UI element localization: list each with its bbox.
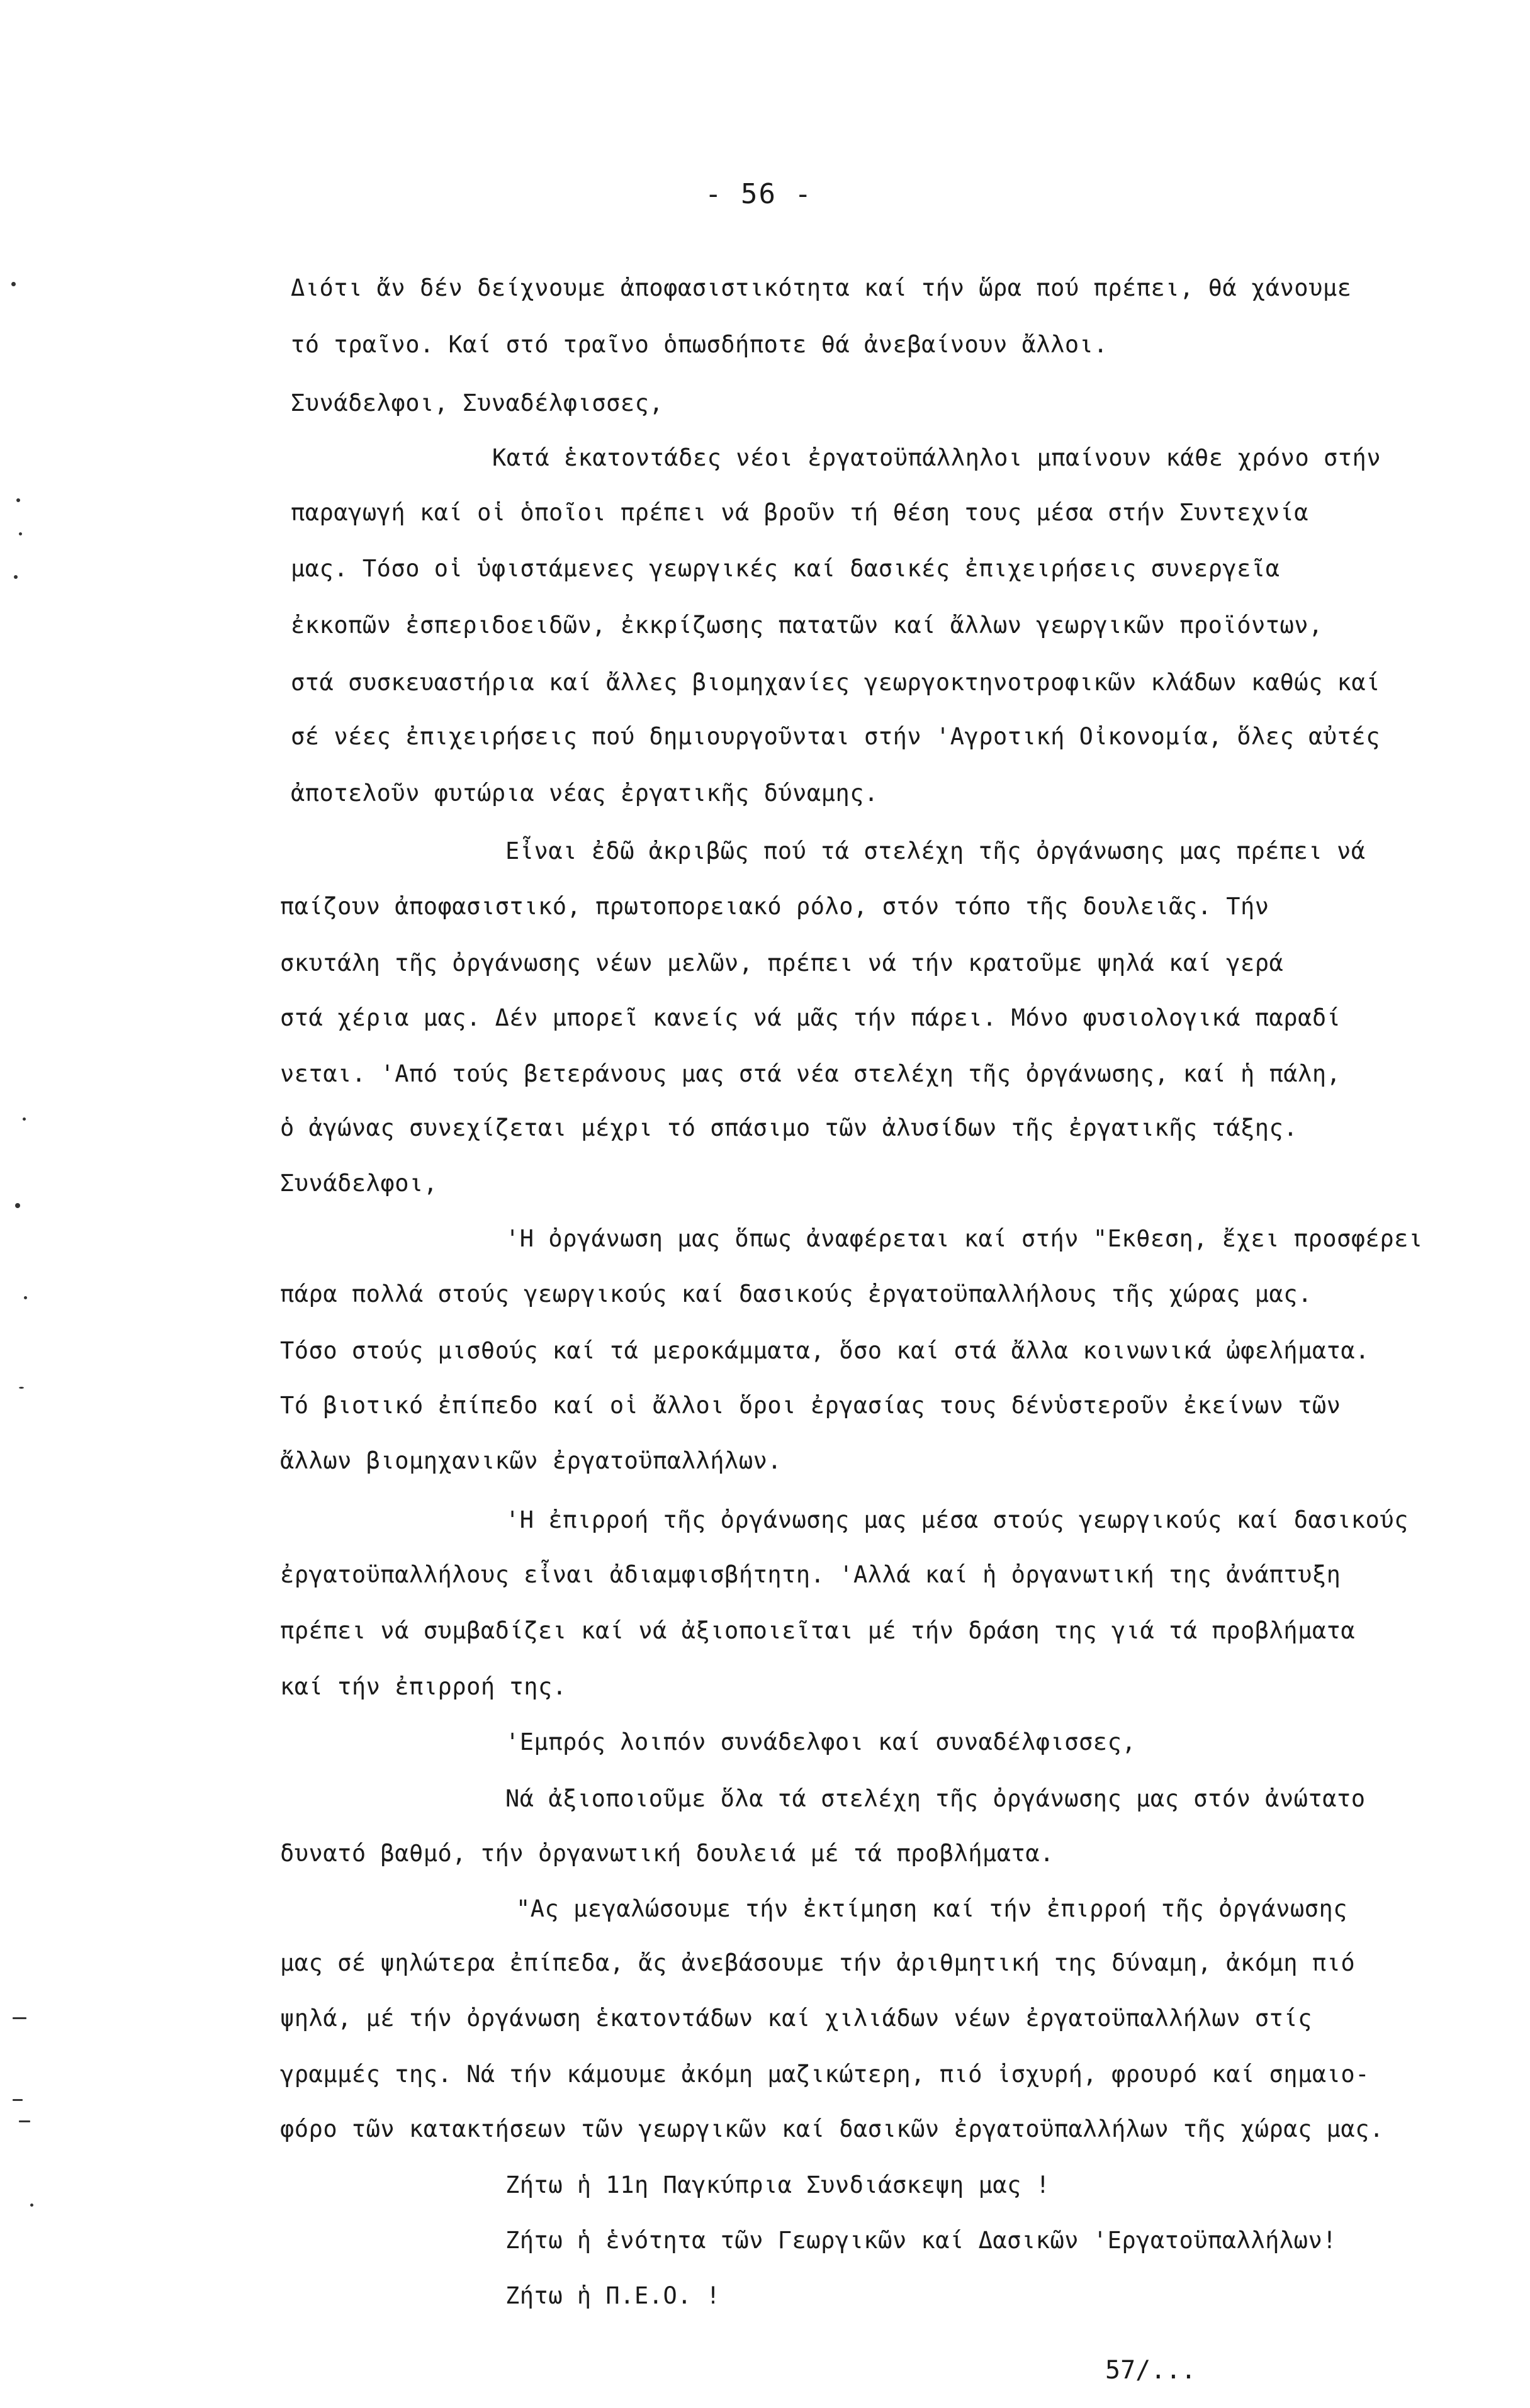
- text-line: ἐργατοϋπαλλήλους εἶναι ἀδιαμφισβήτητη. 'Αλλά καί ἡ ὀργανωτική της ἀνάπτυξη: [280, 1561, 1341, 1588]
- text-line: Συνάδελφοι, Συναδέλφισσες,: [291, 389, 664, 417]
- text-line: Ζήτω ἡ ἑνότητα τῶν Γεωργικῶν καί Δασικῶν 'Εργατοϋπαλλήλων!: [505, 2227, 1337, 2254]
- text-line: μας. Τόσο οἱ ὑφιστάμενες γεωργικές καί δασικές ἐπιχειρήσεις συνεργεῖα: [291, 555, 1280, 582]
- text-line: ἄλλων βιομηχανικῶν ἐργατοϋπαλλήλων.: [280, 1447, 782, 1474]
- text-line: πάρα πολλά στούς γεωργικούς καί δασικούς ἐργατοϋπαλλήλους τῆς χώρας μας.: [280, 1280, 1312, 1308]
- text-line: στά χέρια μας. Δέν μπορεῖ κανείς νά μᾶς τήν πάρει. Μόνο φυσιολογικά παραδί: [280, 1004, 1341, 1031]
- text-line: ὁ ἀγώνας συνεχίζεται μέχρι τό σπάσιμο τῶν ἀλυσίδων τῆς ἐργατικῆς τάξης.: [280, 1114, 1298, 1141]
- scan-speck: [15, 1203, 20, 1208]
- text-line: παίζουν ἀποφασιστικό, πρωτοπορειακό ρόλο, στόν τόπο τῆς δουλειᾶς. Τήν: [280, 893, 1269, 920]
- text-line: ἀποτελοῦν φυτώρια νέας ἐργατικῆς δύναμης.: [291, 780, 879, 807]
- text-line: στά συσκευαστήρια καί ἄλλες βιομηχανίες γεωργοκτηνοτροφικῶν κλάδων καθώς καί: [291, 669, 1380, 696]
- text-line: φόρο τῶν κατακτήσεων τῶν γεωργικῶν καί δασικῶν ἐργατοϋπαλλήλων τῆς χώρας μας.: [280, 2115, 1384, 2142]
- text-line: Συνάδελφοι,: [280, 1170, 438, 1197]
- text-line: καί τήν ἐπιρροή της.: [280, 1673, 567, 1700]
- text-line: Τό βιοτικό ἐπίπεδο καί οἱ ἄλλοι ὅροι ἐργασίας τους δένὑστεροῦν ἐκείνων τῶν: [280, 1392, 1341, 1419]
- scan-speck: [13, 2099, 23, 2101]
- text-line: σκυτάλη τῆς ὀργάνωσης νέων μελῶν, πρέπει νά τήν κρατοῦμε ψηλά καί γερά: [280, 949, 1284, 977]
- scan-speck: [19, 532, 22, 535]
- text-line: Τόσο στούς μισθούς καί τά μεροκάμματα, ὅσο καί στά ἄλλα κοινωνικά ὠφελήματα.: [280, 1337, 1370, 1364]
- scan-speck: [16, 498, 20, 502]
- scan-speck: [23, 1117, 26, 1121]
- text-line: 'Η ὀργάνωση μας ὅπως ἀναφέρεται καί στήν "Εκθεση, ἔχει προσφέρει: [505, 1225, 1423, 1252]
- text-line: 'Η ἐπιρροή τῆς ὀργάνωσης μας μέσα στούς γεωργικούς καί δασικούς: [505, 1506, 1409, 1533]
- text-line: γραμμές της. Νά τήν κάμουμε ἀκόμη μαζικώτερη, πιό ἰσχυρή, φρουρό καί σημαιο-: [280, 2061, 1370, 2088]
- text-line: ψηλά, μέ τήν ὀργάνωση ἑκατοντάδων καί χιλιάδων νέων ἐργατοϋπαλλήλων στίς: [280, 2005, 1312, 2032]
- text-line: παραγωγή καί οἱ ὁποῖοι πρέπει νά βροῦν τή θέση τους μέσα στήν Συντεχνία: [291, 499, 1309, 526]
- scan-speck: [13, 2017, 26, 2019]
- text-line: Διότι ἄν δέν δείχνουμε ἀποφασιστικότητα καί τήν ὥρα πού πρέπει, θά χάνουμε: [291, 274, 1352, 301]
- text-line: Νά ἀξιοποιοῦμε ὅλα τά στελέχη τῆς ὀργάνωσης μας στόν ἀνώτατο: [505, 1785, 1366, 1812]
- page-number: - 56 -: [705, 178, 813, 210]
- text-line: Ζήτω ἡ 11η Παγκύπρια Συνδιάσκεψη μας !: [505, 2171, 1050, 2198]
- text-line: σέ νέες ἐπιχειρήσεις πού δημιουργοῦνται στήν 'Αγροτική Οἰκονομία, ὅλες αὐτές: [291, 723, 1380, 750]
- scan-speck: [11, 282, 16, 286]
- text-line: νεται. 'Από τούς βετεράνους μας στά νέα στελέχη τῆς ὀργάνωσης, καί ἡ πάλη,: [280, 1060, 1341, 1087]
- text-line: μας σέ ψηλώτερα ἐπίπεδα, ἄς ἀνεβάσουμε τήν ἀριθμητική της δύναμη, ἀκόμη πιό: [280, 1949, 1356, 1976]
- scan-speck: [19, 1387, 24, 1389]
- scan-speck: [14, 575, 18, 579]
- text-line: Κατά ἑκατοντάδες νέοι ἐργατοϋπάλληλοι μπαίνουν κάθε χρόνο στήν: [492, 444, 1381, 471]
- text-line: πρέπει νά συμβαδίζει καί νά ἀξιοποιεῖται μέ τήν δράση της γιά τά προβλήματα: [280, 1617, 1356, 1644]
- scan-speck: [30, 2204, 33, 2207]
- text-line: Ζήτω ἡ Π.Ε.Ο. !: [505, 2282, 721, 2309]
- text-line: "Ας μεγαλώσουμε τήν ἐκτίμηση καί τήν ἐπιρροή τῆς ὀργάνωσης: [516, 1895, 1348, 1922]
- text-line: τό τραῖνο. Καί στό τραῖνο ὁπωσδήποτε θά ἀνεβαίνουν ἄλλοι.: [291, 331, 1108, 358]
- text-line: δυνατό βαθμό, τήν ὀργανωτική δουλειά μέ τά προβλήματα.: [280, 1840, 1054, 1867]
- text-line: ἐκκοπῶν ἐσπεριδοειδῶν, ἐκκρίζωσης πατατῶν καί ἄλλων γεωργικῶν προϊόντων,: [291, 612, 1323, 639]
- next-page-marker: 57/...: [1105, 2356, 1196, 2385]
- scan-speck: [19, 2120, 30, 2122]
- scan-speck: [24, 1296, 27, 1299]
- text-line: Εἶναι ἐδῶ ἀκριβῶς πού τά στελέχη τῆς ὀργάνωσης μας πρέπει νά: [505, 837, 1366, 865]
- text-line: 'Εμπρός λοιπόν συνάδελφοι καί συναδέλφισσες,: [505, 1728, 1137, 1756]
